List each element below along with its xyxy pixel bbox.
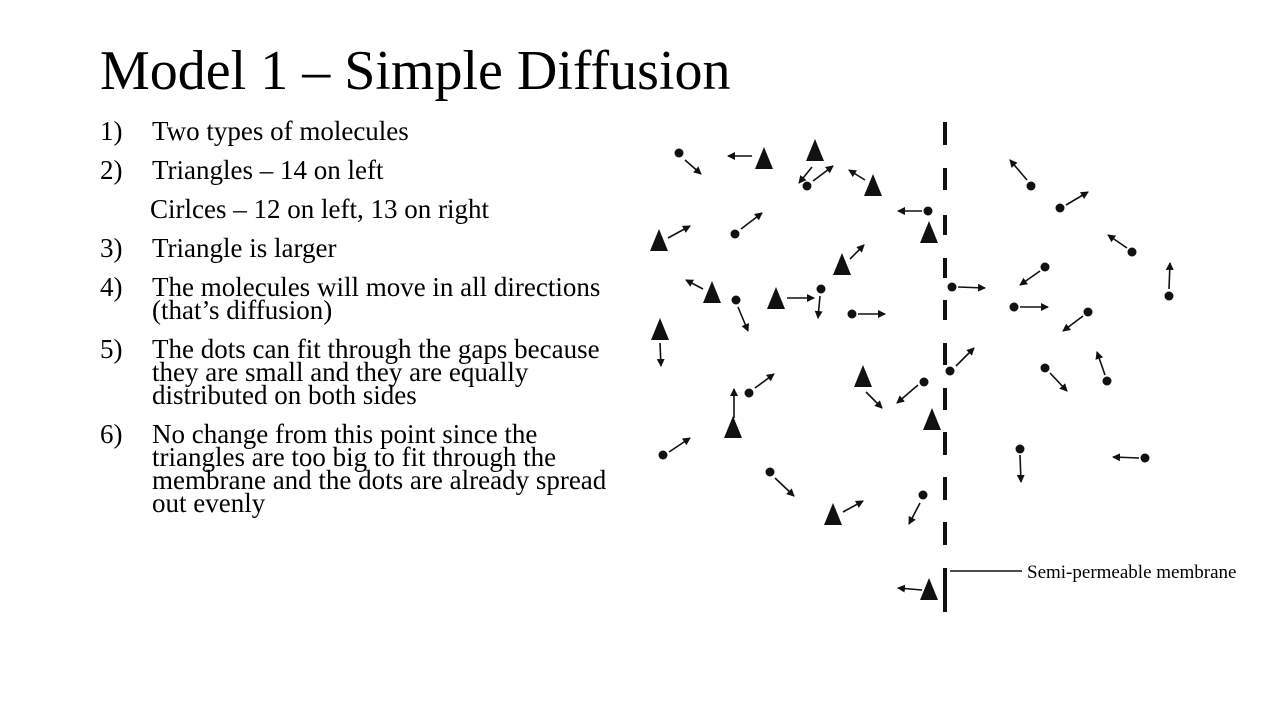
motion-arrow [1010,160,1027,180]
triangle-molecule [806,139,824,161]
slide-title: Model 1 – Simple Diffusion [100,40,731,102]
dot-molecule [745,389,754,398]
dot-molecule [817,285,826,294]
motion-arrow [843,501,863,512]
triangle-molecule [755,147,773,169]
triangle-molecule [923,408,941,430]
item-number: 4) [100,272,123,302]
list-item [100,272,620,325]
motion-arrow [1108,235,1127,248]
triangle-molecule [854,365,872,387]
motion-arrow [775,478,794,496]
motion-arrow [909,503,920,524]
item-text: The molecules will move in all directions (that’s diffusion) [152,272,601,325]
membrane-label-group [950,562,1236,583]
item-text: Triangles – 14 on left [152,155,384,185]
dot-molecule [732,296,741,305]
triangle-molecule [650,229,668,251]
list-item [100,233,620,263]
triangle-molecule [864,174,882,196]
motion-arrow [660,343,661,366]
motion-arrow [898,588,922,590]
motion-arrow [686,280,703,289]
motion-arrow [799,167,812,183]
triangle-molecule [833,253,851,275]
dot-molecule [946,367,955,376]
motion-arrow [956,348,974,366]
dot-molecule [1128,248,1137,257]
dot-molecule [659,451,668,460]
motion-arrow [1169,263,1170,289]
dot-molecule [1084,308,1093,317]
dot-molecule [675,149,684,158]
dot-molecule [848,310,857,319]
motion-arrow [866,392,882,408]
list-item [100,194,620,224]
triangle-molecule [824,503,842,525]
triangle-molecule [767,287,785,309]
list-item [100,419,620,518]
motion-arrow [1113,457,1139,458]
item-number: 3) [100,233,123,263]
motion-arrow [738,307,748,331]
motion-arrow [897,385,918,403]
dot-molecule [731,230,740,239]
item-text: Triangle is larger [152,233,337,263]
dot-molecule [1016,445,1025,454]
dot-molecule [948,283,957,292]
triangle-molecule [724,416,742,438]
triangle-molecule [703,281,721,303]
triangle-molecule [651,318,669,340]
motion-arrow [813,166,833,181]
diffusion-diagram [600,110,1270,640]
dot-molecule [1041,364,1050,373]
dot-molecule [1056,204,1065,213]
dot-molecule [919,491,928,500]
motion-arrow [1097,352,1105,375]
dot-molecule [1103,377,1112,386]
motion-arrow [1050,373,1067,391]
item-number: 6) [100,419,123,449]
item-text: Two types of molecules [152,116,409,146]
item-number: 2) [100,155,123,185]
motion-arrow [849,170,865,180]
motion-arrow [850,245,864,259]
dot-molecule [920,378,929,387]
motion-arrow [1020,271,1040,285]
motion-arrow [958,287,985,288]
dot-molecule [766,468,775,477]
item-text: No change from this point since the triangles are too big to fit through the membrane and the dots are already spread out evenly [152,419,607,518]
list-item [100,155,620,185]
dot-molecule [1041,263,1050,272]
item-number: 5) [100,334,123,364]
motion-arrow [669,438,690,452]
list-item [100,116,620,146]
motion-arrow [1020,455,1021,482]
item-text: The dots can fit through the gaps because they are small and they are equally distributed on both sides [152,334,600,410]
motion-arrow [668,226,690,238]
dot-molecule [1027,182,1036,191]
molecules [650,139,1174,600]
dot-molecule [1165,292,1174,301]
motion-arrow [818,296,820,318]
triangle-molecule [920,578,938,600]
dot-molecule [924,207,933,216]
item-text: Cirlces – 12 on left, 13 on right [150,194,489,224]
dot-molecule [1010,303,1019,312]
answer-list [100,116,620,531]
membrane-label: Semi-permeable membrane [1027,562,1237,583]
motion-arrow [1063,316,1083,331]
dot-molecule [803,182,812,191]
list-item [100,334,620,410]
dot-molecule [1141,454,1150,463]
motion-arrow [741,213,762,229]
motion-arrow [1066,192,1088,205]
triangle-molecule [920,221,938,243]
motion-arrow [755,374,774,388]
item-number: 1) [100,116,123,146]
motion-arrow [685,160,701,174]
